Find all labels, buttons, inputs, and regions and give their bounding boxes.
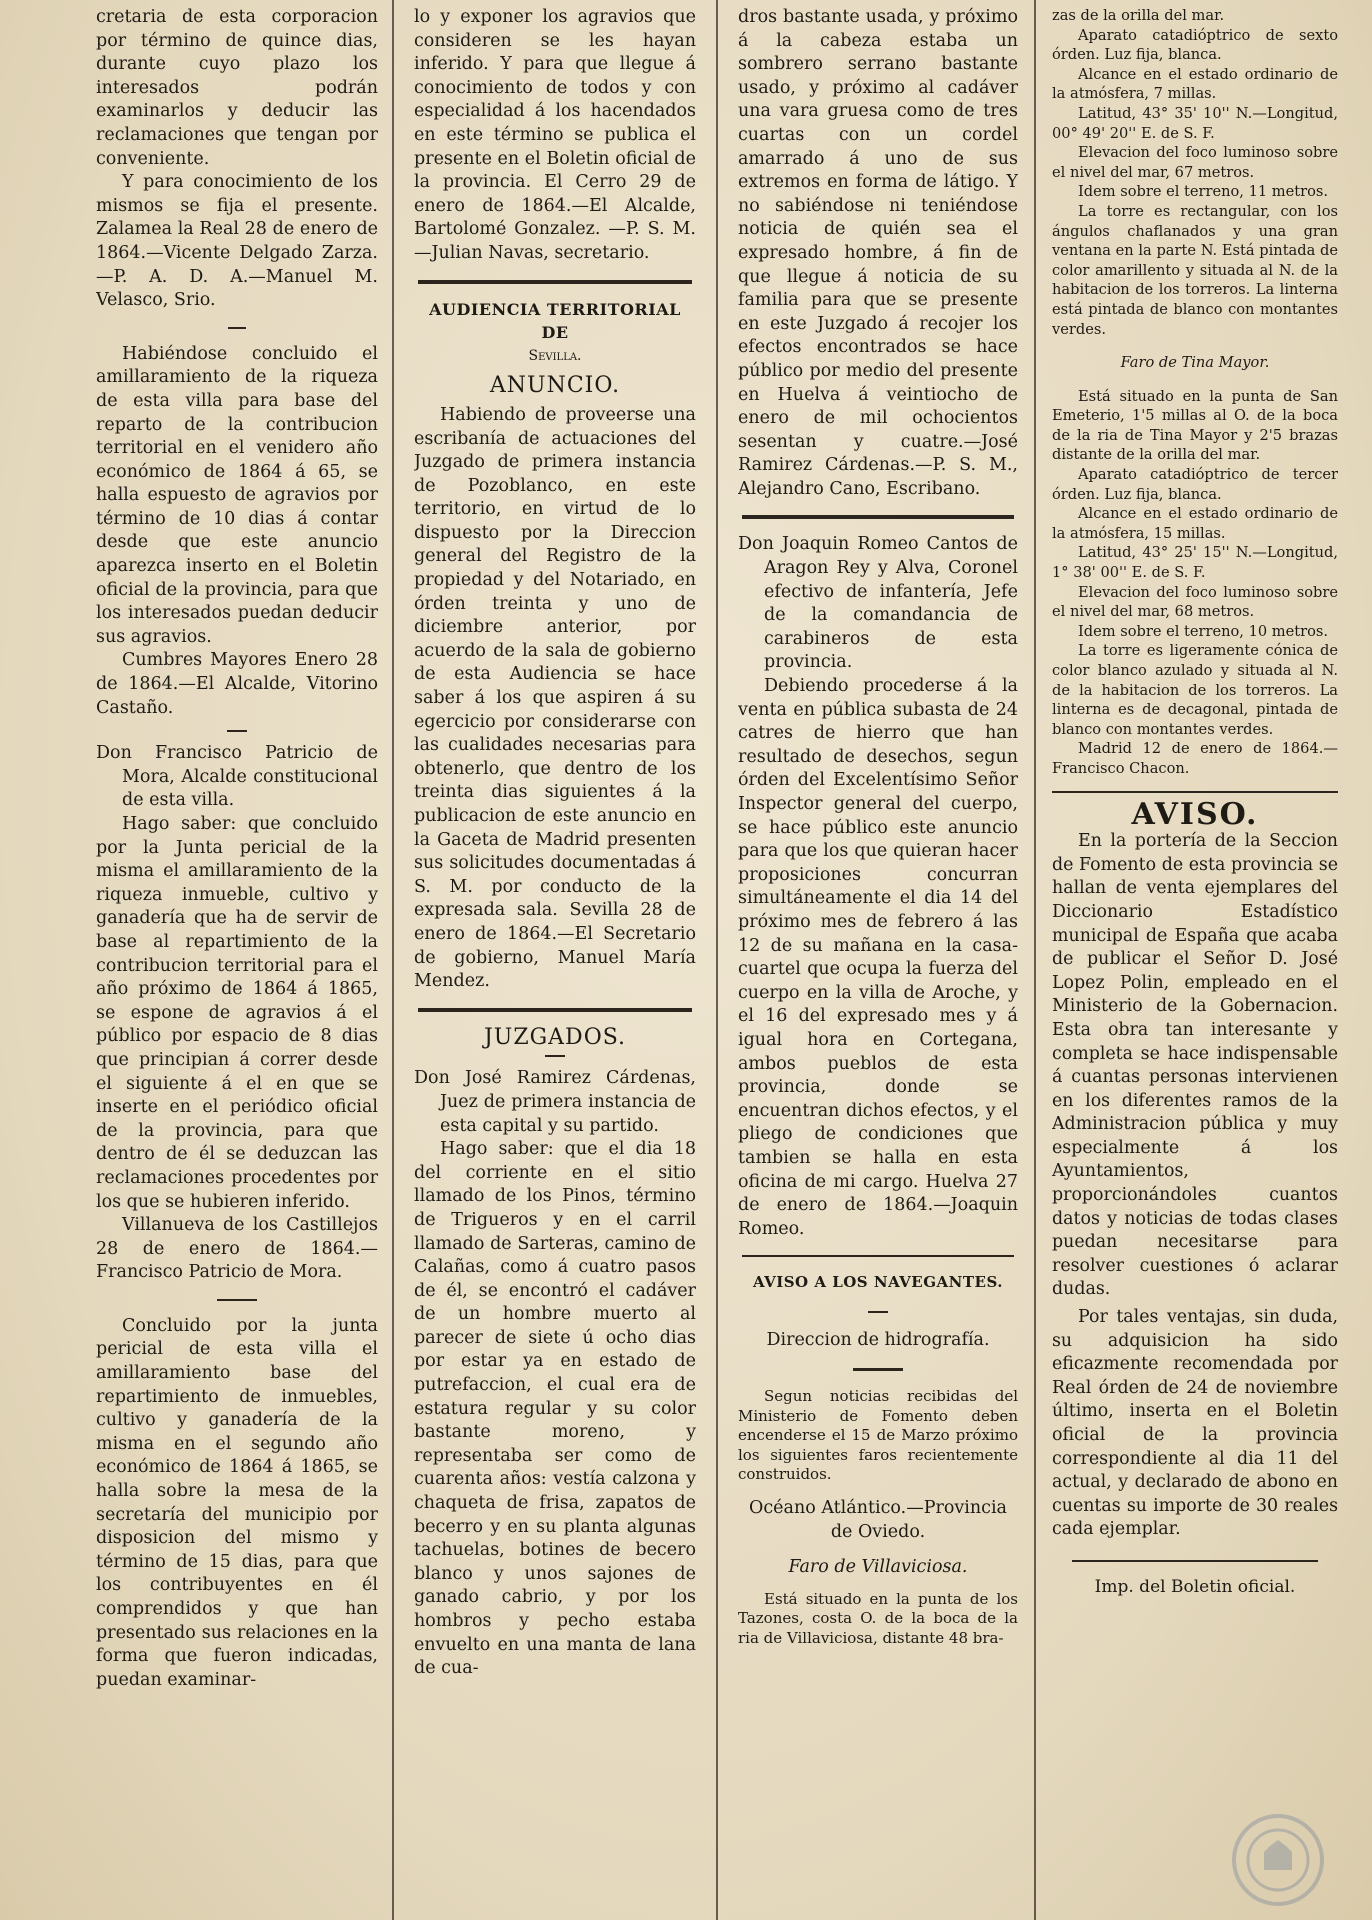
column-4: [1052, 6, 1338, 1912]
separator: [545, 1055, 565, 1057]
separator: [227, 730, 247, 732]
juez-notice-cont: dros bastante usada, y próximo á la cabeza estaba un sombrero serrano bastante usado, y próximo al cadáver una vara gruesa como de tres cuartas con un cordel amarrado á uno de sus extremos en forma de látigo. Y no sabiéndose ni teniéndose noticia de quién sea el expresado hombre, á fin de que llegue á noticia de su familia para que se presente en este Juzgado á recojer los efectos encontrados se hace público por medio del presente en Huelva á veintiocho de enero de mil ochocientos sesentan y cuatre.—José Ramirez Cárdenas.—P. S. M., Alejandro Cano, Escribano.: [738, 7, 1018, 499]
separator: [228, 327, 246, 329]
anuncio-heading: ANUNCIO.: [489, 373, 621, 399]
villanueva-heading: Don Francisco Patricio de Mora, Alcalde constitucional de esta villa.: [96, 743, 378, 811]
section-rule: [742, 515, 1014, 519]
separator: [868, 1311, 888, 1313]
faro1-elevacion: Elevacion del foco luminoso sobre el nivel del mar, 67 metros.: [1052, 144, 1338, 181]
faro2-alcance: Alcance en el estado ordinario de la atmósfera, 15 millas.: [1052, 505, 1338, 542]
imprenta-footer: Imp. del Boletin oficial.: [1094, 1576, 1296, 1597]
faro1-terreno: Idem sobre el terreno, 11 metros.: [1078, 183, 1329, 201]
juez-heading: Don José Ramirez Cárdenas, Juez de primera instancia de esta capital y su partido.: [414, 1068, 696, 1136]
faro2-situacion: Está situado en la punta de San Emeterio, 1'5 millas al O. de la boca de la ria de Tina Mayor y 2'5 brazas distante de la orilla del mar.: [1052, 387, 1338, 464]
cerro-notice: Concluido por la junta pericial de esta villa el amillaramiento base del repartimiento de inmuebles, cultivo y ganadería de la misma en el segundo año económico de 1864 á 1865, se halla sobre la mesa de la secretaría del municipio por disposicion del mismo y término de 15 dias, para que los contribuyentes en él comprendidos y que han presentado sus relaciones en la forma que fueron indicadas, puedan examinar-: [96, 1315, 378, 1690]
aviso-text-2: Por tales ventajas, sin duda, su adquisicion ha sido eficazmente recomendada por Real órden de 24 de noviembre último, inserta en el Boletin oficial de la provincia correspondiente al dia 11 del actual, y declarado de abono en cuentas su importe de 30 reales cada ejemplar.: [1052, 1307, 1338, 1540]
faro-villaviciosa-text: Está situado en la punta de los Tazones, costa O. de la boca de la ria de Villaviciosa, distante 48 bra-: [738, 1589, 1018, 1647]
zalamea-notice: cretaria de esta corporacion por término de quince dias, durante cuyo plazo los interesados podrán examinarlos y deducir las reclamaciones que tengan por conveniente.: [96, 7, 378, 169]
hidrografia-heading: Direccion de hidrografía.: [766, 1329, 990, 1350]
anuncio-text: Habiendo de proveerse una escribanía de actuaciones del Juzgado de primera instancia de Pozoblanco, en este territorio, en virtud de lo dispuesto por la Direccion general del Registro de la propiedad y del Notariado, en órden treinta y uno de diciembre anterior, por acuerdo de la sala de gobierno de esta Audiencia se hace saber á los que aspiren á su egercicio por considerarse con las cualidades necesarias para obtenerlo, que dentro de los treinta dias siguientes á la publicacion de este anuncio en la Gaceta de Madrid presenten sus solicitudes documentadas á S. M. por conducto de la expresada sala. Sevilla 28 de enero de 1864.—El Secretario de gobierno, Manuel María Mendez.: [414, 404, 696, 992]
aviso-heading: AVISO.: [1131, 796, 1259, 832]
ornament-rule: [853, 1368, 903, 1371]
oceano-heading: Océano Atlántico.—Provincia de Oviedo.: [749, 1497, 1007, 1542]
municipal-seal-icon: [1228, 1810, 1328, 1910]
column-1: [96, 6, 378, 1912]
section-rule: [1052, 791, 1338, 793]
hidrografia-text: Segun noticias recibidas del Ministerio de Fomento deben encenderse el 15 de Marzo próximo los siguientes faros recientemente construidos.: [738, 1387, 1018, 1484]
separator: [217, 1299, 257, 1301]
faro2-torre: La torre es ligeramente cónica de color blanco azulado y situada al N. de la habitacion de los torreros. La linterna es de decagonal, pintada de blanco con montantes verdes.: [1052, 642, 1338, 738]
column-rule: [716, 0, 718, 1920]
column-rule: [392, 0, 394, 1920]
faro-signature: Madrid 12 de enero de 1864.—Francisco Chacon.: [1052, 740, 1338, 777]
faro1-torre: La torre es rectangular, con los ángulos chaflanados y una gran ventana en la parte N. Está pintada de color amarillento y situada al N. de la habitacion de los torreros. La linterna está pintada de blanco con montantes verdes.: [1052, 202, 1338, 338]
faro2-coordenadas: Latitud, 43° 25' 15'' N.—Longitud, 1° 38' 00'' E. de S. F.: [1052, 544, 1338, 582]
faro2-aparato: Aparato catadióptrico de tercer órden. Luz fija, blanca.: [1052, 466, 1338, 503]
section-rule: [418, 1008, 692, 1012]
faro-villaviciosa-heading: Faro de Villaviciosa.: [788, 1557, 968, 1578]
section-rule: [742, 1255, 1014, 1257]
cerro-notice-cont: lo y exponer los agravios que consideren se les hayan inferido. Y para que llegue á conocimiento de todos y con especialidad á los hacendados en este término se publica el presente en el Boletin oficial de la provincia. El Cerro 29 de enero de 1864.—El Alcalde, Bartolomé Gonzalez. —P. S. M.—Julian Navas, secretario.: [414, 7, 696, 263]
juzgados-heading: JUZGADOS.: [483, 1024, 627, 1050]
column-rule: [1034, 0, 1036, 1920]
villanueva-notice: Hago saber: que concluido por la Junta pericial de la misma el amillaramiento de la riqueza inmueble, cultivo y ganadería que ha de servir de base al repartimiento de la contribucion territorial para el año próximo de 1864 á 1865, se espone de agravios á el público por espacio de 8 dias que principian á correr desde el siguiente á el en que se inserte en el periódico oficial de la provincia, para que dentro de él se deduzcan las reclamaciones procedentes por los que se hubieren inferido.: [96, 814, 378, 1212]
faro2-terreno: Idem sobre el terreno, 10 metros.: [1078, 622, 1329, 640]
column-3: [738, 6, 1018, 1912]
faro-villaviciosa-cont: zas de la orilla del mar.: [1052, 7, 1225, 24]
romeo-heading: Don Joaquin Romeo Cantos de Aragon Rey y Alva, Coronel efectivo de infantería, Jefe de la comandancia de carabineros de esta provincia.: [738, 534, 1018, 673]
romeo-notice: Debiendo procederse á la venta en pública subasta de 24 catres de hierro que han resultado de desechos, segun órden del Excelentísimo Señor Inspector general del cuerpo, se hace público este anuncio para que los que quieran hacer proposiciones concurran simultáneamente el dia 14 del próximo mes de febrero á las 12 de su mañana en la casa-cuartel que ocupa la fuerza del cuerpo en la villa de Aroche, y el 16 del expresado mes y á igual hora en Cortegana, ambos pueblos de esta provincia, donde se encuentran dichos efectos, y el pliego de condiciones que tambien se halla en esta oficina de mi cargo. Huelva 27 de enero de 1864.—Joaquin Romeo.: [738, 676, 1018, 1239]
faro1-aparato: Aparato catadióptrico de sexto órden. Luz fija, blanca.: [1052, 26, 1338, 64]
aviso-text: En la portería de la Seccion de Fomento de esta provincia se hallan de venta ejemplares del Diccionario Estadístico municipal de España que acaba de publicar el Señor D. José Lopez Polin, empleado en el Ministerio de la Gobernacion. Esta obra tan interesante y completa se hace indispensable á cuantas personas intervienen en los diferentes ramos de la Administracion pública y muy especialmente á los Ayuntamientos, proporcionándoles cuantos datos y noticias de todas clases puedan necesitarse para resolver cuestiones ó aclarar dudas.: [1052, 831, 1338, 1300]
faro1-alcance: Alcance en el estado ordinario de la atmósfera, 7 millas.: [1052, 65, 1338, 103]
audiencia-subheading: Sevilla.: [528, 347, 582, 364]
faro-tina-heading: Faro de Tina Mayor.: [1120, 354, 1270, 372]
navegantes-heading: AVISO A LOS NAVEGANTES.: [753, 1273, 1003, 1292]
faro2-elevacion: Elevacion del foco luminoso sobre el nivel del mar, 68 metros.: [1052, 583, 1338, 621]
juez-notice: Hago saber: que el dia 18 del corriente en el sitio llamado de los Pinos, término de Trigueros y en el carril llamado de Sarteras, camino de Calañas, como á cuatro pasos de él, se encontró el cadáver de un hombre muerto al parecer de siete ú ocho dias por estar ya en estado de putrefaccion, el cual era de estatura regular y su color bastante moreno, y representaba ser como de cuarenta años: vestía calzona y chaqueta de frisa, zapatos de becerro y en su planta algunas tachuelas, botines de becero blanco y unos sajones de ganado cabrio, y por los hombros y pecho estaba envuelto en una manta de lana de cua-: [414, 1139, 696, 1679]
villanueva-signature: Villanueva de los Castillejos 28 de enero de 1864.—Francisco Patricio de Mora.: [96, 1215, 378, 1283]
faro1-coordenadas: Latitud, 43° 35' 10'' N.—Longitud, 00° 49' 20'' E. de S. F.: [1052, 104, 1338, 142]
audiencia-heading: AUDIENCIA TERRITORIAL DE: [429, 299, 681, 343]
cumbres-signature: Cumbres Mayores Enero 28 de 1864.—El Alcalde, Vitorino Castaño.: [96, 650, 378, 718]
zalamea-signature: Y para conocimiento de los mismos se fija el presente. Zalamea la Real 28 de enero de 1864.—Vicente Delgado Zarza.—P. A. D. A.—Manuel M. Velasco, Srio.: [96, 172, 378, 311]
cumbres-notice: Habiéndose concluido el amillaramiento de la riqueza de esta villa para base del reparto de la contribucion territorial en el venidero año económico de 1864 á 65, se halla espuesto de agravios por término de 10 dias á contar desde que este anuncio aparezca inserto en el Boletin oficial de la provincia, para que los interesados puedan deducir sus agravios.: [96, 343, 378, 647]
section-rule: [1072, 1560, 1318, 1562]
column-2: [414, 6, 696, 1912]
section-rule: [418, 280, 692, 284]
